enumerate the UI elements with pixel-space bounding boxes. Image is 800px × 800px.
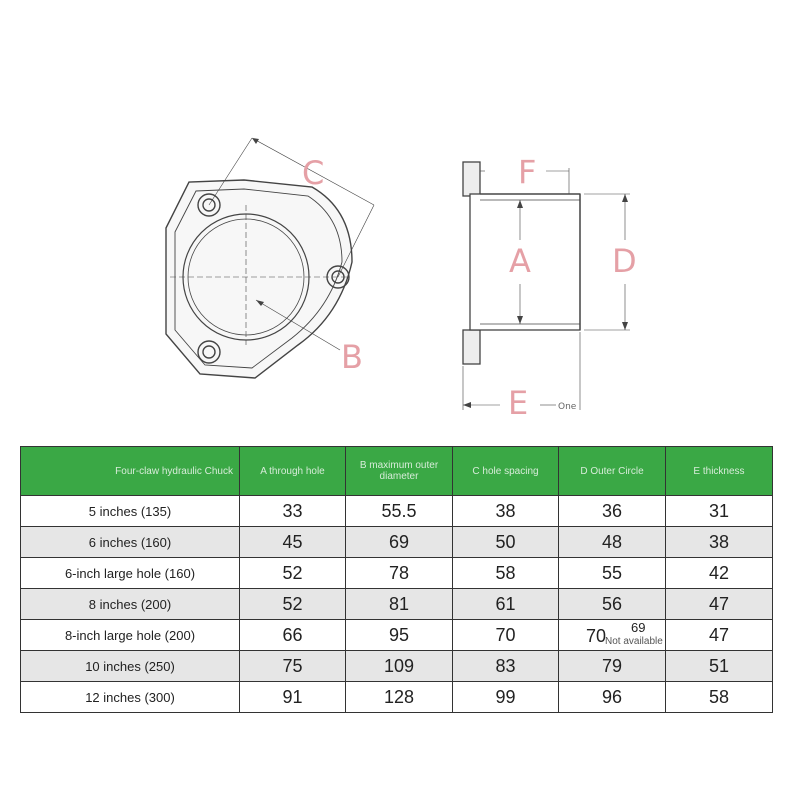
cell-a: 33 [240, 496, 346, 527]
cell-b: 69 [346, 527, 453, 558]
cell-c: 50 [453, 527, 559, 558]
cell-model: 8-inch large hole (200) [21, 620, 240, 651]
cell-c: 58 [453, 558, 559, 589]
label-d: D [612, 242, 637, 280]
cell-d: 96 [559, 682, 666, 713]
table-header-row [21, 447, 773, 496]
header-c: C hole spacing [453, 447, 559, 496]
cell-e: 42 [666, 558, 773, 589]
cell-b: 128 [346, 682, 453, 713]
cell-a: 91 [240, 682, 346, 713]
cell-d: 48 [559, 527, 666, 558]
cell-b: 81 [346, 589, 453, 620]
cell-b: 109 [346, 651, 453, 682]
table-row [21, 620, 773, 651]
table-row [21, 651, 773, 682]
table-row [21, 527, 773, 558]
cell-a: 52 [240, 589, 346, 620]
label-f: F [518, 153, 537, 191]
cell-d-note: Not available [605, 636, 663, 647]
table-row [21, 682, 773, 713]
cell-c: 83 [453, 651, 559, 682]
header-b: B maximum outer diameter [346, 447, 453, 496]
cell-d: 55 [559, 558, 666, 589]
cell-d [559, 620, 666, 651]
cell-model: 6 inches (160) [21, 527, 240, 558]
cell-d-value: 70 [586, 626, 607, 646]
cell-a: 75 [240, 651, 346, 682]
cell-e: 58 [666, 682, 773, 713]
label-a: A [509, 242, 531, 280]
cell-model: 5 inches (135) [21, 496, 240, 527]
header-a: A through hole [240, 447, 346, 496]
cell-e: 51 [666, 651, 773, 682]
cell-e: 31 [666, 496, 773, 527]
header-e: E thickness [666, 447, 773, 496]
cell-model: 6-inch large hole (160) [21, 558, 240, 589]
cell-c: 70 [453, 620, 559, 651]
cell-e: 38 [666, 527, 773, 558]
cell-model: 12 inches (300) [21, 682, 240, 713]
table-row [21, 496, 773, 527]
table-row [21, 558, 773, 589]
one-note: One [558, 402, 577, 412]
table-row [21, 589, 773, 620]
cell-d: 79 [559, 651, 666, 682]
cell-e: 47 [666, 589, 773, 620]
header-model: Four-claw hydraulic Chuck [21, 447, 240, 496]
cell-c: 99 [453, 682, 559, 713]
cell-b: 55.5 [346, 496, 453, 527]
cell-model: 8 inches (200) [21, 589, 240, 620]
side-view [463, 162, 630, 410]
label-e: E [508, 384, 529, 422]
cell-a: 45 [240, 527, 346, 558]
cell-c: 61 [453, 589, 559, 620]
cell-d-extra: 69 [631, 620, 646, 635]
cell-c: 38 [453, 496, 559, 527]
cell-a: 66 [240, 620, 346, 651]
flange-section-top [463, 162, 480, 196]
cell-d: 56 [559, 589, 666, 620]
flange-section-bottom [463, 330, 480, 364]
cell-e: 47 [666, 620, 773, 651]
cell-b: 95 [346, 620, 453, 651]
cell-d: 36 [559, 496, 666, 527]
label-c: C [302, 154, 325, 192]
spec-table [20, 446, 773, 713]
label-b: B [341, 338, 363, 376]
header-d: D Outer Circle [559, 447, 666, 496]
cell-b: 78 [346, 558, 453, 589]
cell-a: 52 [240, 558, 346, 589]
cell-model: 10 inches (250) [21, 651, 240, 682]
